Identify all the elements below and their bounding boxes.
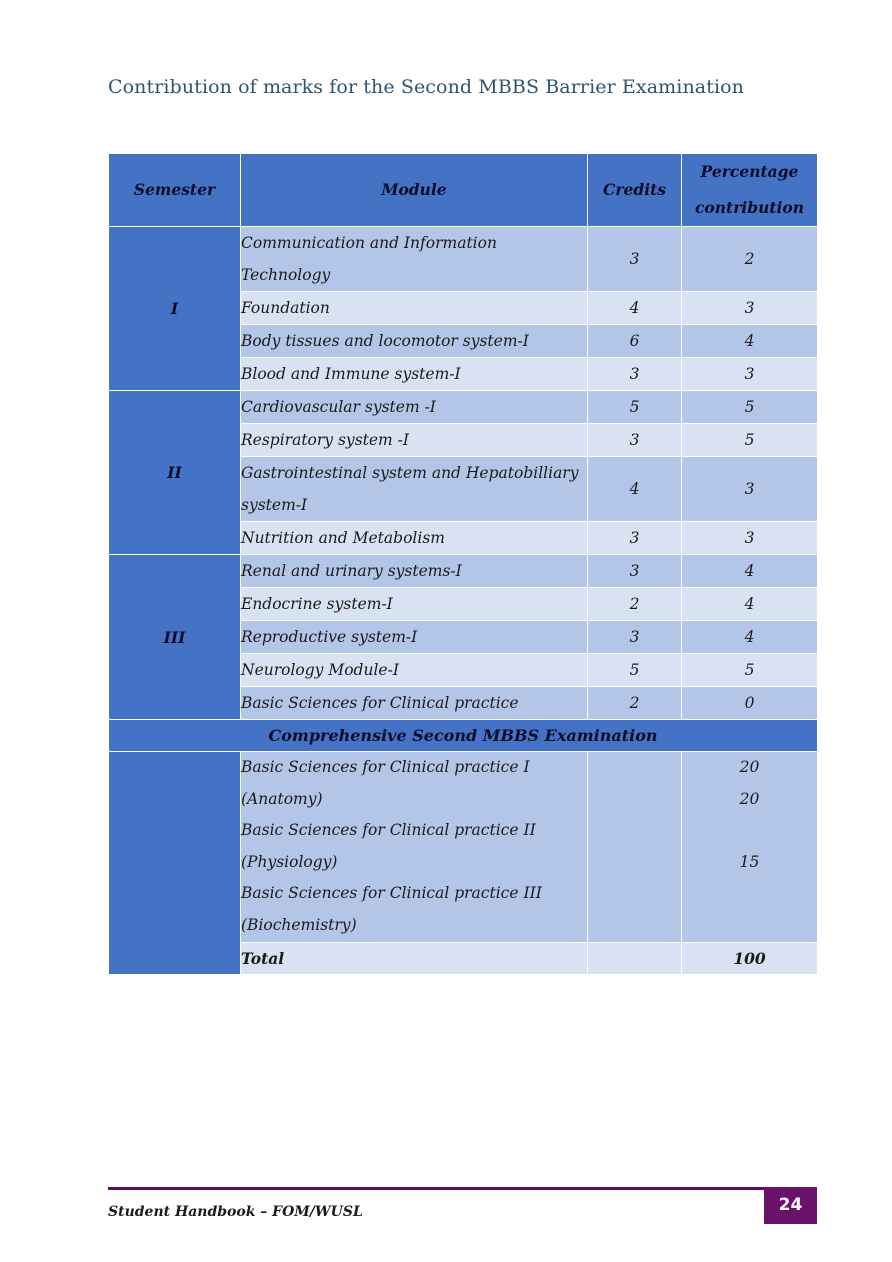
credits-cell: 3	[588, 522, 682, 555]
marks-table	[108, 153, 818, 975]
comprehensive-module: Basic Sciences for Clinical practice I (Anatomy)	[241, 758, 530, 808]
semester-cell: II	[109, 391, 241, 555]
comprehensive-module: Basic Sciences for Clinical practice II (Physiology)	[241, 821, 536, 871]
percentage-cell: 3	[682, 358, 818, 391]
comprehensive-modules-cell	[241, 752, 588, 943]
credits-cell: 3	[588, 424, 682, 457]
comprehensive-percentages-cell	[682, 752, 818, 943]
credits-cell: 4	[588, 292, 682, 325]
credits-cell: 3	[588, 358, 682, 391]
percentage-cell: 5	[682, 424, 818, 457]
comprehensive-module: Basic Sciences for Clinical practice III (Biochemistry)	[241, 884, 542, 934]
footer-text: Student Handbook – FOM/WUSL	[108, 1204, 363, 1220]
credits-cell: 3	[588, 227, 682, 292]
module-cell: Basic Sciences for Clinical practice	[241, 687, 588, 720]
credits-cell: 2	[588, 588, 682, 621]
percentage-cell: 2	[682, 227, 818, 292]
percentage-cell: 5	[682, 391, 818, 424]
comprehensive-credits-cell	[588, 752, 682, 943]
module-cell: Gastrointestinal system and Hepatobilliary system-I	[241, 457, 588, 522]
table-row	[109, 555, 818, 588]
header-percentage-line2: contribution	[694, 198, 805, 217]
credits-cell: 5	[588, 391, 682, 424]
table-row	[109, 227, 818, 292]
credits-cell: 4	[588, 457, 682, 522]
semester-cell: III	[109, 555, 241, 720]
comprehensive-semester-cell	[109, 752, 241, 975]
credits-cell: 3	[588, 555, 682, 588]
percentage-cell: 4	[682, 325, 818, 358]
module-cell: Body tissues and locomotor system-I	[241, 325, 588, 358]
percentage-cell: 3	[682, 292, 818, 325]
semester-cell: I	[109, 227, 241, 391]
comprehensive-modules-row	[109, 752, 818, 943]
credits-cell: 5	[588, 654, 682, 687]
comprehensive-percentage: 15	[739, 852, 760, 871]
percentage-cell: 5	[682, 654, 818, 687]
table-header-row	[109, 154, 818, 227]
percentage-cell: 3	[682, 457, 818, 522]
header-percentage-line1: Percentage	[700, 162, 799, 181]
total-credits-cell	[588, 943, 682, 975]
module-cell: Renal and urinary systems-I	[241, 555, 588, 588]
module-cell: Communication and Information Technology	[241, 227, 588, 292]
page-title: Contribution of marks for the Second MBBS Barrier Examination	[108, 76, 744, 98]
module-cell: Respiratory system -I	[241, 424, 588, 457]
module-cell: Neurology Module-I	[241, 654, 588, 687]
percentage-cell: 4	[682, 621, 818, 654]
comprehensive-percentage: 20	[739, 758, 760, 776]
footer-divider	[108, 1187, 764, 1190]
credits-cell: 3	[588, 621, 682, 654]
module-cell: Reproductive system-I	[241, 621, 588, 654]
header-semester: Semester	[109, 154, 241, 227]
credits-cell: 6	[588, 325, 682, 358]
module-cell: Nutrition and Metabolism	[241, 522, 588, 555]
comprehensive-heading: Comprehensive Second MBBS Examination	[109, 720, 818, 752]
header-percentage	[682, 154, 818, 227]
total-label: Total	[241, 943, 588, 975]
percentage-cell: 4	[682, 555, 818, 588]
percentage-cell: 3	[682, 522, 818, 555]
spacer	[682, 815, 817, 847]
comprehensive-heading-row	[109, 720, 818, 752]
table-row	[109, 391, 818, 424]
module-cell: Blood and Immune system-I	[241, 358, 588, 391]
module-cell: Endocrine system-I	[241, 588, 588, 621]
header-module: Module	[241, 154, 588, 227]
module-cell: Cardiovascular system -I	[241, 391, 588, 424]
total-value: 100	[682, 943, 818, 975]
page-number: 24	[764, 1187, 817, 1224]
percentage-cell: 0	[682, 687, 818, 720]
percentage-cell: 4	[682, 588, 818, 621]
module-cell: Foundation	[241, 292, 588, 325]
header-credits: Credits	[588, 154, 682, 227]
credits-cell: 2	[588, 687, 682, 720]
comprehensive-percentage: 20	[739, 789, 760, 808]
